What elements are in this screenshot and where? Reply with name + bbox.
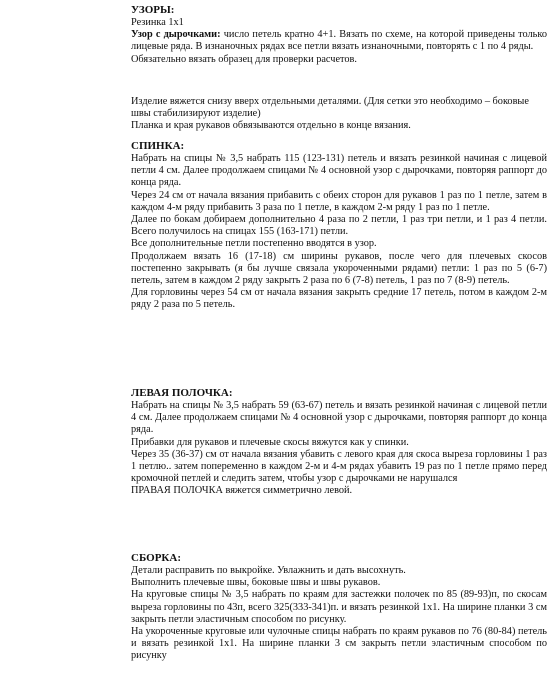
- lace-label: Узор с дырочками:: [131, 29, 221, 41]
- section-spinka: [131, 140, 547, 312]
- spinka-p2: Через 24 см от начала вязания прибавить с обеих сторон для рукавов 1 раз по 1 петле, затем в каждом 4-м ряду прибавить 3 раза по 1 петле, в каждом 2-м ряду 1 раз по 1 петле.: [131, 189, 547, 213]
- intro-p2: Планка и края рукавов обвязываются отдельно в конце вязания.: [131, 120, 411, 132]
- section-intro: [131, 96, 547, 133]
- levaya-p1: Набрать на спицы № 3,5 набрать 59 (63-67) петель и вязать резинкой начиная с лицевой петли 4 см. Далее продолжаем спицами № 4 основной узор с дырочками, повторяя раппорт до конца ряда.: [131, 400, 547, 436]
- section-levaya: [131, 387, 547, 498]
- heading-sborka: СБОРКА:: [131, 552, 181, 564]
- intro-p1: Изделие вяжется снизу вверх отдельными деталями. (Для сетки это необходимо – боковые швы стабилизируют изделие): [131, 96, 529, 120]
- lace-text: число петель кратно 4+1. Вязать по схеме, на которой приведены только лицевые ряда. В изнаночных рядах все петли вязать изнаночными, повторять с 1 по 4 ряды.: [131, 29, 547, 53]
- section-sborka: [131, 552, 547, 663]
- levaya-p4: ПРАВАЯ ПОЛОЧКА вяжется симметрично левой.: [131, 485, 353, 497]
- section-uzory: [131, 4, 547, 66]
- levaya-p3: Через 35 (36-37) см от начала вязания убавить с левого края для скоса выреза горловины 1 раз 1 петлю.. затем попеременно в каждом 2-м и 4-м рядах убавить 19 раз по 1 петле прямо перед кромочной петлей и следить затем, чтобы узор с дырочками не нарушался: [131, 448, 547, 485]
- spinka-p3: Далее по бокам добираем дополнительно 4 раза по 2 петли, 1 раз три петли, и 1 раз 4 петли. Всего получилось на спицах 155 (163-171) петли.: [131, 214, 547, 238]
- sborka-p2: Выполнить плечевые швы, боковые швы и швы рукавов.: [131, 577, 381, 589]
- sborka-p4: На укороченные круговые или чулочные спицы набрать по краям рукавов по 76 (80-84) петель и вязать резинкой 1x1. На ширине планки 3 см закрыть петли эластичным способом по рисунку: [131, 626, 547, 662]
- rib-pattern: Резинка 1x1: [131, 17, 184, 28]
- spinka-p4: Все дополнительные петли постепенно вводятся в узор.: [131, 238, 377, 250]
- spinka-p6: Для горловины через 54 см от начала вязания закрыть средние 17 петель, потом в каждом 2-м ряду 2 раза по 5 петель.: [131, 287, 547, 311]
- lace-pattern: [131, 29, 547, 53]
- sborka-p1: Детали расправить по выкройке. Увлажнить и дать высохнуть.: [131, 565, 406, 576]
- heading-spinka: СПИНКА:: [131, 140, 185, 152]
- spinka-p5: Продолжаем вязать 16 (17-18) см ширины рукавов, после чего для плечевых скосов постепенно закрывать (я бы лучше связала укороченными рядами) петли: 1 раз по 5 (6-7) петель, затем в каждом 2 ряду закрыть 2 раза по 6 (7-8) петель, 1 раз по 7 (8-9) петель.: [131, 250, 547, 287]
- spinka-p1: Набрать на спицы № 3,5 набрать 115 (123-131) петель и вязать резинкой начиная с лицевой петли 4 см. Далее продолжаем спицами № 4 основной узор с дырочками, повторяя раппорт до конца ряда.: [131, 153, 547, 189]
- heading-uzory: УЗОРЫ:: [131, 4, 175, 16]
- heading-levaya: ЛЕВАЯ ПОЛОЧКА:: [131, 387, 233, 399]
- sborka-p3: На круговые спицы № 3,5 набрать по краям для застежки полочек по 85 (89-93)п, по скосам выреза горловины по 43п, всего 325(333-341)п. и вязать резинкой 1x1. На ширине планки 3 см закрыть петли эластичным способом по рисунку.: [131, 589, 547, 625]
- levaya-p2: Прибавки для рукавов и плечевые скосы вяжутся как у спинки.: [131, 436, 409, 448]
- sample-note: Обязательно вязать образец для проверки расчетов.: [131, 53, 357, 65]
